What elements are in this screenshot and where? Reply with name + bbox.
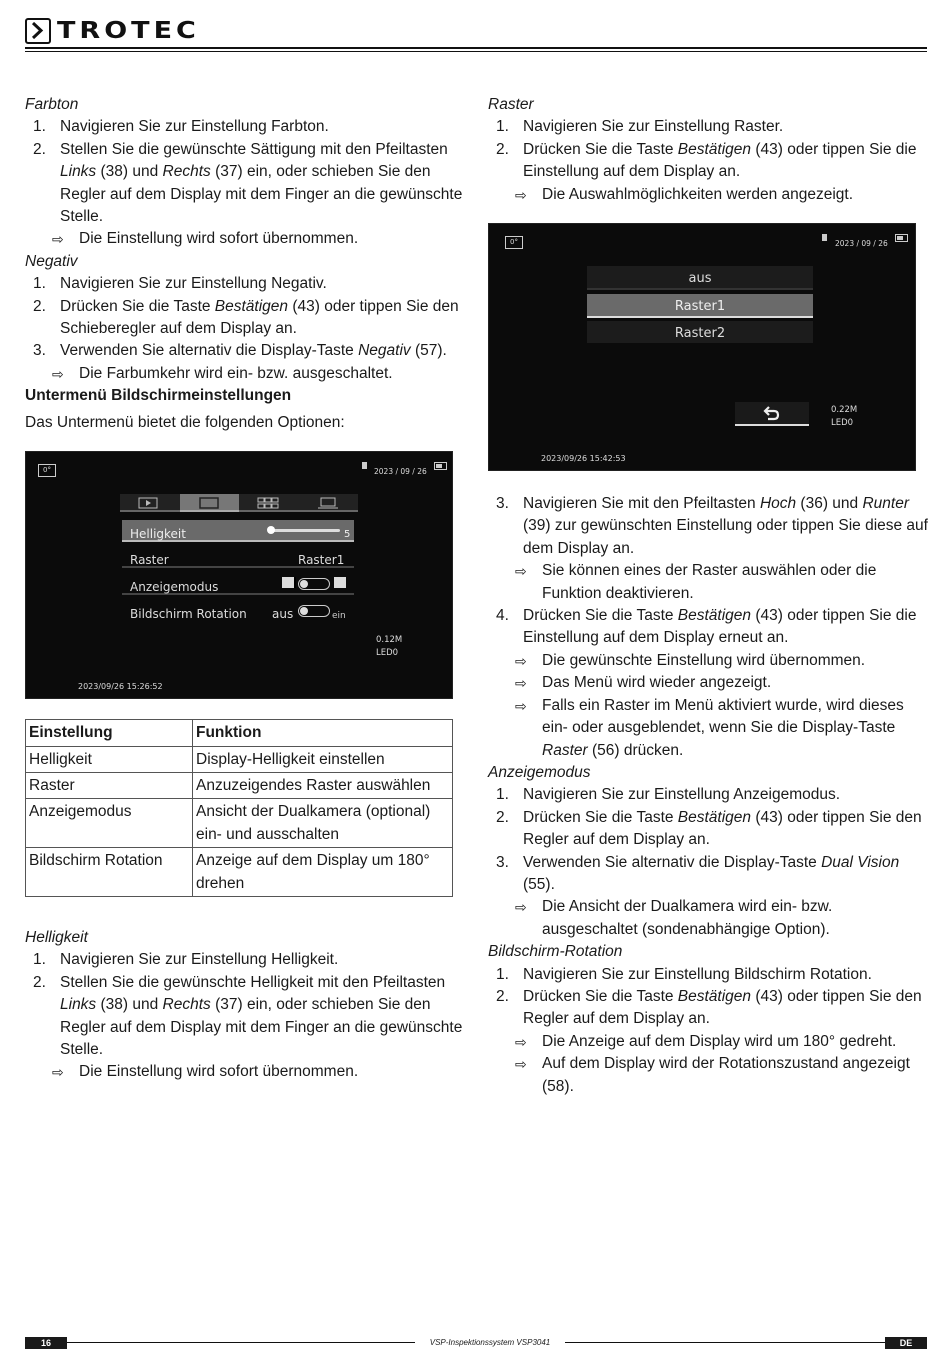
- laptop-icon: [317, 497, 339, 509]
- result: ⇨ Die Ansicht der Dualkamera wird ein- bzw. ausgeschaltet (sondenabhängige Option).: [515, 898, 833, 938]
- battery-icon: [434, 462, 447, 470]
- raster-option-aus[interactable]: aus: [587, 266, 813, 290]
- step: 1. Navigieren Sie zur Einstellung Anzeigemodus.: [496, 786, 841, 804]
- step: 4. Drücken Sie die Taste Bestätigen (43) oder tippen Sie die Einstellung auf dem Display erneut an.: [496, 607, 917, 647]
- display-icon: [199, 497, 219, 509]
- section-negativ: [25, 251, 465, 385]
- raster-option-raster1[interactable]: Raster1: [587, 294, 813, 318]
- result-arrow-icon: ⇨: [515, 899, 527, 916]
- table-header: Einstellung Funktion: [26, 720, 453, 746]
- page-number: 16: [25, 1337, 67, 1349]
- result-arrow-icon: ⇨: [515, 1056, 527, 1073]
- angle-indicator: 0°: [505, 236, 523, 249]
- result-arrow-icon: ⇨: [515, 186, 527, 203]
- result: ⇨ Die Auswahlmöglichkeiten werden angezeigt.: [488, 184, 928, 206]
- step: 2. Stellen Sie die gewünschte Helligkeit mit den Pfeiltasten Links (38) und Rechts (37) ein, oder schieben Sie den Regler auf dem Display mit dem Finger an die gewünschte Stelle.: [33, 973, 463, 1058]
- footer-title: VSP-Inspektionssystem VSP3041: [415, 1337, 565, 1349]
- section-title: Anzeigemodus: [488, 763, 591, 781]
- grid-icon: [257, 497, 279, 509]
- result: ⇨ Die Farbumkehr wird ein- bzw. ausgeschaltet.: [25, 363, 465, 385]
- step: 3. Navigieren Sie mit den Pfeiltasten Hoch (36) und Runter (39) zur gewünschten Einstellung oder tippen Sie diese auf dem Display an.: [496, 495, 928, 557]
- page-footer: [25, 1337, 927, 1349]
- tab-display[interactable]: [180, 494, 240, 512]
- right-column: [488, 94, 928, 1098]
- table-row: Raster Anzuzeigendes Raster auswählen: [26, 772, 453, 798]
- step: 3. Verwenden Sie alternativ die Display-Taste Dual Vision (55).: [496, 853, 900, 893]
- left-column: [25, 94, 465, 1084]
- result-arrow-icon: ⇨: [52, 365, 64, 382]
- step: 2. Drücken Sie die Taste Bestätigen (43) oder tippen Sie die Einstellung auf dem Display an.: [496, 140, 917, 181]
- date-top: 2023 / 09 / 26: [374, 467, 427, 477]
- menu-row-rotation[interactable]: Bildschirm Rotation aus ein: [130, 607, 346, 622]
- step: 1. Navigieren Sie zur Einstellung Negativ.: [33, 275, 327, 293]
- result-arrow-icon: ⇨: [515, 652, 527, 669]
- submenu-title: Untermenü Bildschirmeinstellungen: [25, 387, 292, 405]
- step: 2. Drücken Sie die Taste Bestätigen (43) oder tippen Sie den Regler auf dem Display an.: [496, 808, 922, 849]
- result: ⇨ Die Einstellung wird sofort übernommen.: [25, 228, 465, 250]
- result: ⇨ Die Einstellung wird sofort übernommen.: [25, 1061, 465, 1083]
- status-info: 0.12M LED0: [376, 635, 403, 659]
- result-arrow-icon: ⇨: [52, 1064, 64, 1081]
- timestamp: 2023/09/26 15:26:52: [78, 682, 163, 692]
- section-anzeigemodus: [488, 762, 928, 941]
- sd-card-icon: [362, 462, 367, 469]
- raster-option-raster2[interactable]: Raster2: [587, 321, 813, 343]
- table-row: Anzeigemodus Ansicht der Dualkamera (optional) ein- und ausschalten: [26, 799, 453, 848]
- step: 3. Verwenden Sie alternativ die Display-Taste Negativ (57).: [33, 342, 447, 360]
- back-arrow-icon: [763, 405, 781, 421]
- result-arrow-icon: ⇨: [515, 1033, 527, 1050]
- single-view-icon: [334, 577, 346, 588]
- result-arrow-icon: ⇨: [52, 231, 64, 248]
- date-top: 2023 / 09 / 26: [835, 239, 888, 249]
- section-rotation: [488, 941, 928, 1098]
- section-title: Helligkeit: [25, 928, 88, 946]
- logo-text: TROTEC: [57, 17, 200, 44]
- section-farbton: [25, 94, 465, 251]
- tab-grid[interactable]: [239, 494, 299, 512]
- result: ⇨ Das Menü wird wieder angezeigt.: [488, 672, 928, 694]
- angle-indicator: 0°: [38, 464, 56, 477]
- screen-raster-options: [488, 223, 916, 471]
- submenu-intro: Das Untermenü bietet die folgenden Optionen:: [25, 413, 345, 431]
- tab-system[interactable]: [299, 494, 359, 512]
- section-title: Bildschirm-Rotation: [488, 943, 623, 961]
- step: 1. Navigieren Sie zur Einstellung Raster.: [496, 118, 784, 136]
- section-title: Raster: [488, 96, 534, 113]
- header-rule-thin: [25, 51, 927, 52]
- section-title: Farbton: [25, 96, 79, 113]
- tab-playback[interactable]: [120, 494, 180, 512]
- trotec-logo: [25, 16, 200, 46]
- settings-table: [25, 719, 453, 897]
- result-arrow-icon: ⇨: [515, 697, 527, 714]
- menu-row-anzeigemodus[interactable]: Anzeigemodus: [122, 573, 354, 595]
- result: ⇨ Die Anzeige auf dem Display wird um 180° gedreht.: [488, 1031, 928, 1053]
- result: ⇨ Falls ein Raster im Menü aktiviert wurde, wird dieses ein- oder ausgeblendet, wenn Sie die Display-Taste Raster (56) drücken.: [515, 696, 904, 759]
- section-helligkeit: [25, 927, 465, 1084]
- step: 2. Drücken Sie die Taste Bestätigen (43) oder tippen Sie den Regler auf dem Display an.: [496, 987, 922, 1028]
- step: 2. Drücken Sie die Taste Bestätigen (43) oder tippen Sie den Schieberegler auf dem Display an.: [33, 297, 459, 338]
- section-raster: [488, 94, 928, 206]
- dual-view-icon: [282, 577, 296, 588]
- result: ⇨ Auf dem Display wird der Rotationszustand angezeigt (58).: [515, 1055, 910, 1095]
- section-raster-cont: [488, 493, 928, 762]
- menu-row-helligkeit[interactable]: Helligkeit 5: [122, 520, 354, 542]
- result: ⇨ Die gewünschte Einstellung wird übernommen.: [488, 650, 928, 672]
- result-arrow-icon: ⇨: [515, 675, 527, 692]
- menu-tabs: [120, 494, 358, 512]
- logo-chevron-icon: [25, 18, 51, 44]
- battery-icon: [895, 234, 908, 242]
- language-badge: DE: [885, 1337, 927, 1349]
- step: 2. Stellen Sie die gewünschte Sättigung mit den Pfeiltasten Links (38) und Rechts (37) ein, oder schieben Sie den Regler auf dem Display mit dem Finger an die gewünschte Stelle.: [33, 140, 463, 226]
- status-info: 0.22M LED0: [831, 405, 858, 429]
- table-row: Helligkeit Display-Helligkeit einstellen: [26, 746, 453, 772]
- back-button[interactable]: [735, 402, 809, 426]
- page-header: [25, 16, 927, 52]
- step: 1. Navigieren Sie zur Einstellung Helligkeit.: [33, 951, 339, 969]
- result: ⇨ Sie können eines der Raster auswählen oder die Funktion deaktivieren.: [515, 562, 877, 602]
- step: 1. Navigieren Sie zur Einstellung Farbton.: [33, 118, 329, 136]
- result-arrow-icon: ⇨: [515, 563, 527, 580]
- menu-row-raster[interactable]: Raster Raster1: [122, 546, 354, 568]
- brightness-slider[interactable]: [270, 529, 340, 532]
- header-rule: [25, 47, 927, 49]
- table-row: Bildschirm Rotation Anzeige auf dem Display um 180° drehen: [26, 848, 453, 897]
- screen-display-settings: [25, 451, 453, 699]
- section-title: Negativ: [25, 252, 78, 270]
- step: 1. Navigieren Sie zur Einstellung Bildschirm Rotation.: [496, 965, 872, 983]
- brightness-slider-thumb[interactable]: [267, 526, 275, 534]
- playback-icon: [138, 497, 158, 509]
- sd-card-icon: [822, 234, 827, 241]
- timestamp: 2023/09/26 15:42:53: [541, 454, 626, 464]
